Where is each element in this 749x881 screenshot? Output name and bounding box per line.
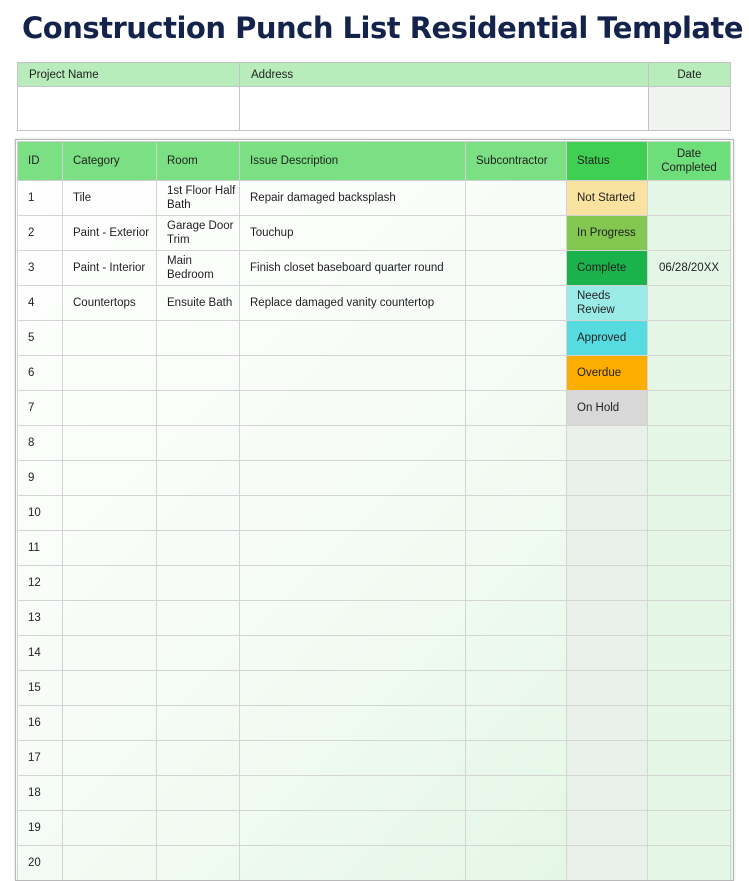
cell-date-completed[interactable] (648, 286, 731, 321)
cell-id: 5 (18, 321, 63, 356)
cell-date-completed[interactable]: 06/28/20XX (648, 251, 731, 286)
table-row (18, 811, 731, 846)
cell-category[interactable] (63, 391, 157, 426)
table-row (18, 741, 731, 776)
col-header-room: Room (157, 142, 240, 181)
cell-status[interactable] (567, 741, 648, 776)
cell-room[interactable]: Main Bedroom (157, 251, 240, 286)
cell-date-completed[interactable] (648, 426, 731, 461)
cell-id: 15 (18, 671, 63, 706)
cell-room[interactable] (157, 356, 240, 391)
cell-status[interactable] (567, 811, 648, 846)
cell-subcontractor[interactable] (466, 846, 567, 881)
cell-category[interactable] (63, 601, 157, 636)
cell-status[interactable] (567, 426, 648, 461)
cell-subcontractor[interactable] (466, 496, 567, 531)
cell-room[interactable] (157, 426, 240, 461)
col-header-date-completed: Date Completed (648, 142, 731, 181)
cell-subcontractor[interactable] (466, 636, 567, 671)
address-field[interactable] (240, 87, 649, 131)
cell-date-completed[interactable] (648, 601, 731, 636)
cell-category[interactable] (63, 356, 157, 391)
project-info-table (17, 62, 731, 131)
cell-room[interactable]: 1st Floor Half Bath (157, 181, 240, 216)
cell-subcontractor[interactable] (466, 461, 567, 496)
cell-room[interactable] (157, 321, 240, 356)
cell-id: 13 (18, 601, 63, 636)
cell-subcontractor[interactable] (466, 356, 567, 391)
project-name-label: Project Name (18, 63, 240, 87)
cell-issue[interactable] (240, 671, 466, 706)
table-row (18, 321, 731, 356)
table-row (18, 531, 731, 566)
cell-issue[interactable] (240, 636, 466, 671)
table-row (18, 251, 731, 286)
project-name-field[interactable] (18, 87, 240, 131)
cell-issue[interactable]: Replace damaged vanity countertop (240, 286, 466, 321)
col-header-id: ID (18, 142, 63, 181)
cell-status[interactable]: In Progress (567, 216, 648, 251)
punch-list-table (17, 141, 731, 881)
cell-id: 3 (18, 251, 63, 286)
cell-room[interactable] (157, 706, 240, 741)
cell-subcontractor[interactable] (466, 426, 567, 461)
table-row (18, 671, 731, 706)
cell-id: 19 (18, 811, 63, 846)
cell-issue[interactable] (240, 741, 466, 776)
cell-status[interactable] (567, 776, 648, 811)
cell-subcontractor[interactable] (466, 531, 567, 566)
cell-category[interactable]: Countertops (63, 286, 157, 321)
cell-date-completed[interactable] (648, 321, 731, 356)
cell-subcontractor[interactable] (466, 601, 567, 636)
cell-id: 11 (18, 531, 63, 566)
cell-id: 17 (18, 741, 63, 776)
cell-room[interactable] (157, 741, 240, 776)
cell-subcontractor[interactable] (466, 741, 567, 776)
table-row (18, 776, 731, 811)
cell-room[interactable] (157, 391, 240, 426)
cell-status[interactable] (567, 496, 648, 531)
cell-date-completed[interactable] (648, 216, 731, 251)
cell-date-completed[interactable] (648, 496, 731, 531)
cell-id: 12 (18, 566, 63, 601)
cell-status[interactable] (567, 846, 648, 881)
cell-subcontractor[interactable] (466, 181, 567, 216)
cell-status[interactable] (567, 531, 648, 566)
cell-issue[interactable] (240, 846, 466, 881)
cell-issue[interactable] (240, 531, 466, 566)
cell-status[interactable]: Needs Review (567, 286, 648, 321)
cell-status[interactable] (567, 461, 648, 496)
cell-room[interactable]: Garage Door Trim (157, 216, 240, 251)
cell-subcontractor[interactable] (466, 321, 567, 356)
cell-subcontractor[interactable] (466, 251, 567, 286)
cell-subcontractor[interactable] (466, 286, 567, 321)
table-row (18, 216, 731, 251)
cell-date-completed[interactable] (648, 461, 731, 496)
cell-status[interactable] (567, 636, 648, 671)
table-row (18, 566, 731, 601)
table-row (18, 286, 731, 321)
cell-issue[interactable] (240, 566, 466, 601)
cell-date-completed[interactable] (648, 531, 731, 566)
date-field[interactable] (649, 87, 731, 131)
cell-category[interactable] (63, 566, 157, 601)
cell-id: 16 (18, 706, 63, 741)
cell-subcontractor[interactable] (466, 776, 567, 811)
cell-id: 14 (18, 636, 63, 671)
table-row (18, 636, 731, 671)
cell-category[interactable] (63, 321, 157, 356)
cell-issue[interactable] (240, 496, 466, 531)
cell-room[interactable] (157, 601, 240, 636)
cell-category[interactable] (63, 706, 157, 741)
cell-issue[interactable]: Finish closet baseboard quarter round (240, 251, 466, 286)
cell-date-completed[interactable] (648, 671, 731, 706)
cell-category[interactable]: Paint - Interior (63, 251, 157, 286)
cell-id: 6 (18, 356, 63, 391)
cell-room[interactable] (157, 671, 240, 706)
punch-list-container (15, 139, 734, 881)
cell-id: 18 (18, 776, 63, 811)
table-row (18, 846, 731, 881)
cell-id: 20 (18, 846, 63, 881)
cell-id: 1 (18, 181, 63, 216)
date-label: Date (649, 63, 731, 87)
cell-category[interactable] (63, 426, 157, 461)
cell-date-completed[interactable] (648, 776, 731, 811)
table-row (18, 601, 731, 636)
table-row (18, 391, 731, 426)
address-label: Address (240, 63, 649, 87)
cell-date-completed[interactable] (648, 356, 731, 391)
cell-date-completed[interactable] (648, 741, 731, 776)
cell-subcontractor[interactable] (466, 566, 567, 601)
cell-room[interactable] (157, 496, 240, 531)
table-row (18, 496, 731, 531)
cell-status[interactable]: Approved (567, 321, 648, 356)
cell-date-completed[interactable] (648, 181, 731, 216)
cell-room[interactable] (157, 636, 240, 671)
cell-room[interactable] (157, 566, 240, 601)
cell-room[interactable] (157, 846, 240, 881)
col-header-subcontractor: Subcontractor (466, 142, 567, 181)
cell-issue[interactable] (240, 426, 466, 461)
cell-issue[interactable]: Repair damaged backsplash (240, 181, 466, 216)
cell-date-completed[interactable] (648, 636, 731, 671)
cell-status[interactable]: Complete (567, 251, 648, 286)
cell-status[interactable] (567, 566, 648, 601)
cell-subcontractor[interactable] (466, 671, 567, 706)
cell-issue[interactable] (240, 321, 466, 356)
cell-room[interactable] (157, 776, 240, 811)
cell-issue[interactable] (240, 776, 466, 811)
cell-date-completed[interactable] (648, 566, 731, 601)
cell-id: 10 (18, 496, 63, 531)
cell-subcontractor[interactable] (466, 706, 567, 741)
table-row (18, 356, 731, 391)
cell-category[interactable] (63, 846, 157, 881)
cell-date-completed[interactable] (648, 391, 731, 426)
table-row (18, 461, 731, 496)
cell-room[interactable] (157, 811, 240, 846)
cell-category[interactable] (63, 671, 157, 706)
cell-status[interactable] (567, 706, 648, 741)
cell-issue[interactable] (240, 391, 466, 426)
cell-status[interactable]: On Hold (567, 391, 648, 426)
cell-date-completed[interactable] (648, 706, 731, 741)
col-header-category: Category (63, 142, 157, 181)
cell-subcontractor[interactable] (466, 391, 567, 426)
cell-issue[interactable] (240, 461, 466, 496)
punch-list-rows (18, 181, 731, 881)
cell-date-completed[interactable] (648, 811, 731, 846)
cell-category[interactable] (63, 776, 157, 811)
cell-issue[interactable] (240, 601, 466, 636)
table-row (18, 426, 731, 461)
cell-issue[interactable] (240, 811, 466, 846)
cell-room[interactable]: Ensuite Bath (157, 286, 240, 321)
cell-id: 7 (18, 391, 63, 426)
cell-category[interactable] (63, 496, 157, 531)
cell-category[interactable]: Paint - Exterior (63, 216, 157, 251)
cell-category[interactable] (63, 531, 157, 566)
cell-category[interactable] (63, 461, 157, 496)
cell-room[interactable] (157, 461, 240, 496)
cell-issue[interactable] (240, 356, 466, 391)
cell-id: 4 (18, 286, 63, 321)
col-header-issue: Issue Description (240, 142, 466, 181)
cell-status[interactable]: Not Started (567, 181, 648, 216)
cell-id: 9 (18, 461, 63, 496)
cell-status[interactable] (567, 601, 648, 636)
table-row (18, 706, 731, 741)
cell-status[interactable] (567, 671, 648, 706)
cell-date-completed[interactable] (648, 846, 731, 881)
cell-category[interactable]: Tile (63, 181, 157, 216)
cell-id: 8 (18, 426, 63, 461)
cell-room[interactable] (157, 531, 240, 566)
cell-status[interactable]: Overdue (567, 356, 648, 391)
cell-id: 2 (18, 216, 63, 251)
cell-category[interactable] (63, 741, 157, 776)
col-header-status: Status (567, 142, 648, 181)
cell-issue[interactable] (240, 706, 466, 741)
table-row (18, 181, 731, 216)
cell-issue[interactable]: Touchup (240, 216, 466, 251)
cell-subcontractor[interactable] (466, 216, 567, 251)
cell-category[interactable] (63, 636, 157, 671)
cell-category[interactable] (63, 811, 157, 846)
cell-subcontractor[interactable] (466, 811, 567, 846)
page-title: Construction Punch List Residential Template (22, 11, 743, 45)
